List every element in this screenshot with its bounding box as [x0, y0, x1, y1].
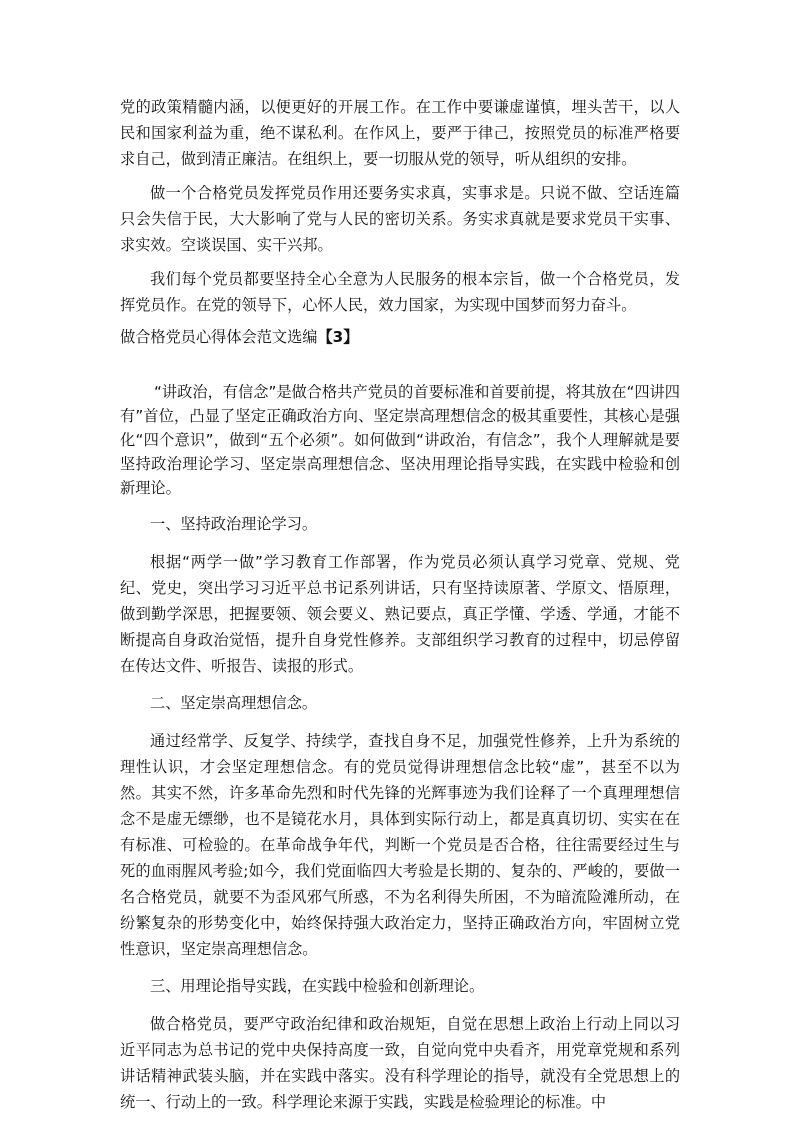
paragraph-pragmatism: 做一个合格党员发挥党员作用还要务实求真，实事求是。只说不做、空话连篇只会失信于民，大大影响了党与人民的密切关系。务实求真就是要求党员干实事、求实效。空谈误国、实干兴邦。 — [120, 184, 680, 254]
paragraph-practice: 做合格党员，要严守政治纪律和政治规矩，自觉在思想上政治上行动上同以习近平同志为总书记的党中央保持高度一致，自觉向党中央看齐，用党章党规和系列讲话精神武装头脑，并在实践中落实。没有科学理论的指导，就没有全党思想上的统一、行动上的一致。科学理论来源于实践，实践是检验理论的标准。中 — [120, 1015, 680, 1111]
section-title — [120, 324, 680, 350]
paragraph-ideals: 通过经常学、反复学、持续学，查找自身不足，加强党性修养，上升为系统的理性认识，才会坚定理想信念。有的党员觉得讲理想信念比较“虚”，甚至不以为然。其实不然，许多革命先烈和时代先锋的光辉事迹为我们诠释了一个真理理想信念不是虚无缥缈，也不是镜花水月，具体到实际行动上，都是真真切切、实实在在有标准、可检验的。在革命战争年代，判断一个党员是否合格，往往需要经过生与死的血雨腥风考验;如今，我们党面临四大考验是长期的、复杂的、严峻的，要做一名合格党员，就要不为歪风邪气所惑，不为名利得失所困，不为暗流险滩所动，在纷繁复杂的形势变化中，始终保持强大政治定力，坚持正确政治方向，牢固树立党性意识，坚定崇高理想信念。 — [120, 732, 680, 958]
paragraph-theory-study: 根据“两学一做”学习教育工作部署，作为党员必须认真学习党章、党规、党纪、党史，突出学习习近平总书记系列讲话，只有坚持读原著、学原文、悟原理，做到勤学深思，把握要领、领会要义、熟记要点，真正学懂、学透、学通，才能不断提高自身政治觉悟，提升自身党性修养。支部组织学习教育的过程中，切忌停留在传达文件、听报告、读报的形式。 — [120, 553, 680, 675]
heading-ideals: 二、坚定崇高理想信念。 — [150, 694, 318, 712]
paragraph-duty: 党的政策精髓内涵，以便更好的开展工作。在工作中要谦虚谨慎，埋头苦干，以人民和国家利益为重，绝不谋私利。在作风上，要严于律己，按照党员的标准严格要求自己，做到清正廉洁。在组织上，要一切服从党的领导，听从组织的安排。 — [120, 98, 680, 168]
paragraph-conclusion: 我们每个党员都要坚持全心全意为人民服务的根本宗旨，做一个合格党员，发挥党员作。在党的领导下，心怀人民，效力国家，为实现中国梦而努力奋斗。 — [120, 270, 680, 314]
heading-practice: 三、用理论指导实践，在实践中检验和创新理论。 — [150, 977, 485, 995]
document-page — [120, 94, 680, 1115]
section-number: 【3】 — [317, 328, 359, 346]
paragraph-intro: “讲政治，有信念”是做合格共产党员的首要标准和首要前提，将其放在“四讲四有”首位，凸显了坚定正确政治方向、坚定崇高理想信念的极其重要性，其核心是强化“四个意识”，做到“五个必须”。如何做到“讲政治，有信念”，我个人理解就是要坚持政治理论学习、坚定崇高理想信念、坚决用理论指导实践，在实践中检验和创新理论。 — [120, 383, 680, 497]
heading-theory-study: 一、坚持政治理论学习。 — [150, 515, 318, 533]
section-title-text: 做合格党员心得体会范文选编 — [120, 328, 318, 346]
